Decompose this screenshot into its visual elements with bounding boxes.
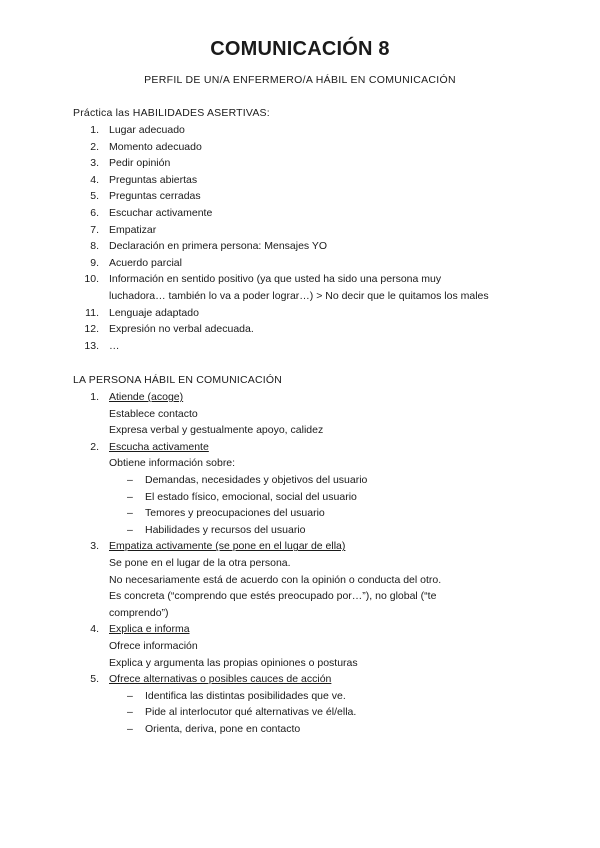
bullet-item: – Identifica las distintas posibilidades que ve. — [127, 689, 346, 702]
list-item: 10. Información en sentido positivo (ya que usted ha sido una persona muy luchadora… también lo va a poder lograr…) > No decir que le quitamos los males — [84, 273, 489, 302]
list-item: 1. Atiende (acoge) Establece contacto Expresa verbal y gestualmente apoyo, calidez — [73, 389, 533, 439]
bullet-item: – Demandas, necesidades y objetivos del usuario — [127, 473, 368, 486]
bullet-item: – Orienta, deriva, pone en contacto — [127, 722, 301, 735]
item-title: Explica e informa — [109, 623, 190, 636]
item-title: Ofrece alternativas o posibles cauces de acción — [109, 673, 332, 686]
list-item: 3. Empatiza activamente (se pone en el lugar de ella) Se pone en el lugar de la otra persona. No necesariamente está de acuerdo con la opinión o conducta del otro. Es concreta (“comprendo que estés preocupado por…”), no global (“te comprendo”) — [73, 538, 533, 621]
item-title: Escucha activamente — [109, 440, 209, 453]
item-title: Empatiza activamente (se pone en el lugar de ella) — [109, 540, 346, 553]
bullet-item: – Pide al interlocutor qué alternativas ve él/ella. — [127, 706, 357, 719]
profile-list — [73, 389, 533, 737]
page-title: COMUNICACIÓN 8 — [210, 38, 390, 60]
list-item: 1. Lugar adecuado — [90, 124, 185, 136]
list-item: 8. Declaración en primera persona: Mensajes YO — [90, 240, 328, 253]
list-item: 5. Preguntas cerradas — [90, 190, 201, 203]
bullet-list — [109, 472, 533, 538]
list-item: 5. Ofrece alternativas o posibles cauces de acción – Identifica las distintas posibilidades que ve. – Pide al interlocutor qué alternativas ve él/ella. – Orienta, deriva, pone en contacto — [73, 671, 533, 737]
list-item: 11. Lenguaje adaptado — [85, 306, 199, 319]
skills-heading: Práctica las HABILIDADES ASERTIVAS: — [73, 107, 270, 119]
bullet-list — [109, 688, 533, 738]
list-item: 6. Escuchar activamente — [90, 206, 213, 219]
list-item: 2. Momento adecuado — [90, 140, 202, 153]
bullet-item: – Habilidades y recursos del usuario — [127, 523, 306, 536]
list-item: 9. Acuerdo parcial — [90, 256, 182, 269]
skills-list — [73, 122, 533, 354]
profile-heading: LA PERSONA HÁBIL EN COMUNICACIÓN — [73, 374, 283, 386]
item-title: Atiende (acoge) — [109, 391, 184, 403]
bullet-item: – Temores y preocupaciones del usuario — [127, 507, 325, 520]
bullet-item: – El estado físico, emocional, social del usuario — [127, 490, 357, 503]
page-subtitle: PERFIL DE UN/A ENFERMERO/A HÁBIL EN COMUNICACIÓN — [144, 74, 456, 86]
list-item: 4. Explica e informa Ofrece información Explica y argumenta las propias opiniones o posturas — [73, 621, 533, 671]
list-item: 13. … — [84, 339, 120, 352]
list-item: 3. Pedir opinión — [90, 157, 171, 170]
list-item: 2. Escucha activamente Obtiene información sobre: – Demandas, necesidades y objetivos del usuario – El estado físico, emocional, social del usuario – Temores y preocupaciones del usuario – Habilidades y recursos del usuario — [73, 439, 533, 539]
list-item: 4. Preguntas abiertas — [90, 173, 198, 186]
list-item: 12. Expresión no verbal adecuada. — [84, 323, 254, 336]
list-item: 7. Empatizar — [90, 223, 157, 236]
